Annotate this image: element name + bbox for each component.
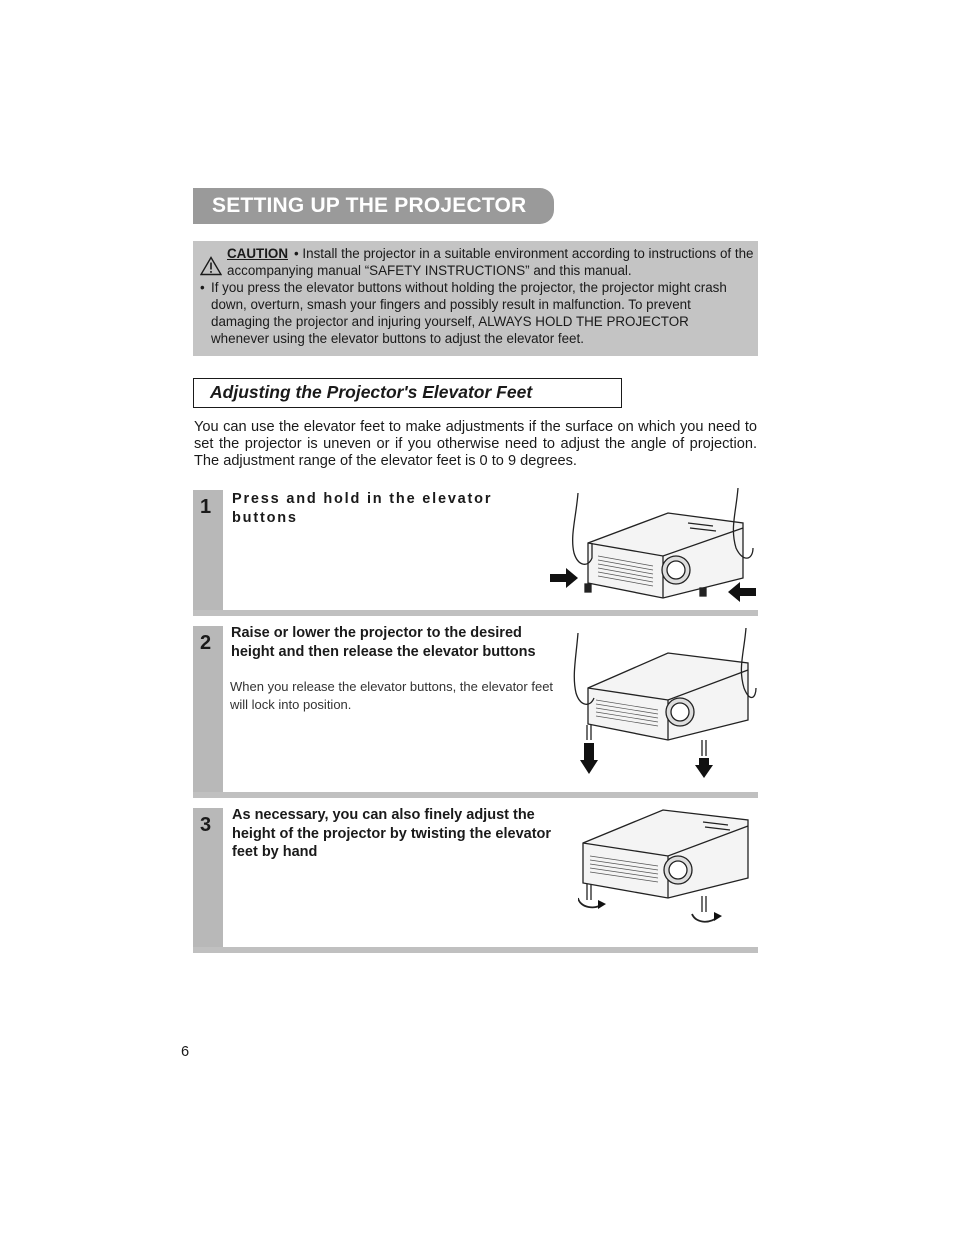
- step-note: When you release the elevator buttons, the elevator feet will lock into position.: [230, 679, 554, 712]
- step-2: [193, 626, 758, 798]
- warning-triangle-icon: [200, 256, 222, 276]
- section-title-banner: [193, 188, 554, 224]
- caution-text-1: [227, 245, 755, 279]
- projector-press-buttons-illustration: [548, 488, 758, 604]
- caution-elevator-text: If you press the elevator buttons without holding the projector, the projector might crash down, overturn, smash your fingers and possibly result in malfunction. To prevent damaging the projector and injuring yourself, ALWAYS HOLD THE PROJECTOR whenever using the elevator buttons to adjust the elevator feet.: [211, 280, 727, 346]
- caution-bullet: •: [200, 280, 205, 295]
- caution-text-2: [200, 279, 750, 347]
- step-number: 1: [200, 496, 212, 518]
- step-heading: Raise or lower the projector to the desired height and then release the elevator buttons: [231, 625, 536, 660]
- page-number: 6: [181, 1044, 190, 1060]
- subsection-title-box: [193, 378, 622, 408]
- projector-raise-lower-illustration: [568, 628, 758, 778]
- projector-twist-feet-illustration: [578, 808, 758, 930]
- step-1: [193, 490, 758, 616]
- step-divider: [193, 610, 758, 616]
- step-number: 3: [200, 814, 212, 836]
- caution-install-text: • Install the projector in a suitable environment according to instructions of the accompanying manual “SAFETY INSTRUCTIONS” and this manual.: [227, 246, 754, 278]
- step-heading: Press and hold in the elevator buttons: [232, 491, 493, 526]
- step-divider: [193, 792, 758, 798]
- step-divider: [193, 947, 758, 953]
- caution-box: [193, 241, 758, 356]
- step-3: [193, 808, 758, 953]
- section-title: SETTING UP THE PROJECTOR: [212, 194, 527, 217]
- step-heading: As necessary, you can also finely adjust the height of the projector by twisting the elevator feet by hand: [232, 807, 552, 861]
- caution-label: CAUTION: [227, 246, 288, 261]
- intro-paragraph: You can use the elevator feet to make adjustments if the surface on which you need to set the projector is uneven or if you otherwise need to adjust the angle of projection. The adjustment range of the elevator feet is 0 to 9 degrees.: [194, 419, 757, 470]
- step-number: 2: [200, 632, 212, 654]
- subsection-title: Adjusting the Projector's Elevator Feet: [210, 382, 533, 402]
